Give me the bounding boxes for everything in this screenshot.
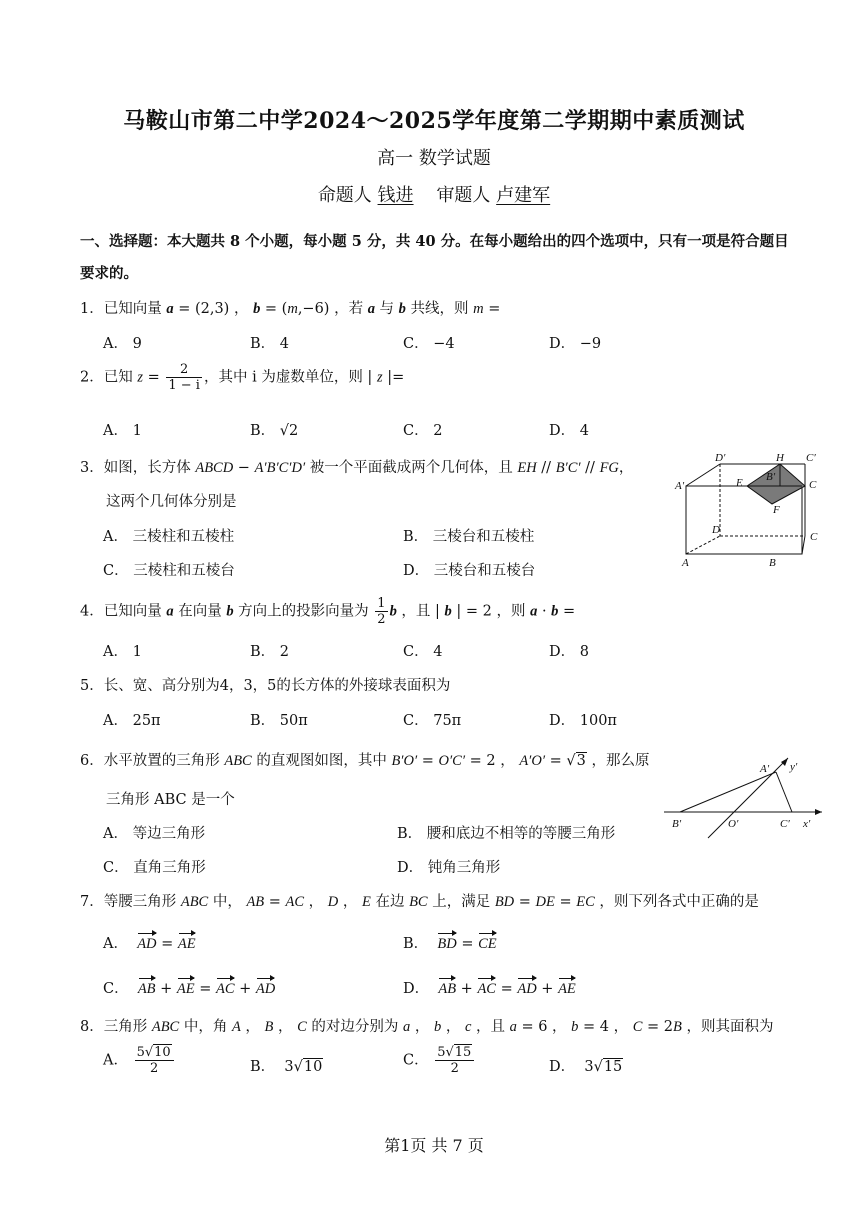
q7-option-d[interactable]: D． AB + AC = AD + AE bbox=[403, 981, 576, 997]
question-2: 2．已知 z = $\frac{2}{1 - i}$ ，其中 i 为虚数单位，则 | z |= bbox=[80, 362, 405, 393]
question-6: 6．水平放置的三角形 ABC 的直观图如图，其中 B′O′ = O′C′ = 2 ， A′O′ = √3 ，那么原 bbox=[80, 753, 650, 769]
q5-option-a[interactable]: A． 25π bbox=[103, 713, 161, 729]
q1-option-b[interactable]: B． 4 bbox=[250, 336, 289, 352]
q6-option-c[interactable]: C． 直角三角形 bbox=[103, 860, 206, 876]
svg-text:C: C bbox=[809, 479, 817, 491]
q8-option-c[interactable]: C． $\frac{5√15}{2}$ bbox=[403, 1045, 476, 1076]
svg-text:E: E bbox=[736, 477, 743, 489]
question-number: 2． bbox=[80, 369, 104, 386]
question-number: 8． bbox=[80, 1019, 104, 1035]
q7-option-c[interactable]: C． AB + AE = AC + AD bbox=[103, 981, 276, 997]
cuboid-figure bbox=[672, 450, 832, 575]
question-3-line-2: 这两个几何体分别是 bbox=[106, 494, 237, 510]
q5-option-d[interactable]: D． 100π bbox=[549, 713, 617, 729]
question-number: 5． bbox=[80, 678, 104, 694]
svg-text:A: A bbox=[682, 557, 689, 569]
reviewer-name: 卢建军 bbox=[496, 185, 551, 206]
question-6-line-2: 三角形 ABC 是一个 bbox=[106, 792, 235, 808]
question-number: 3． bbox=[80, 460, 104, 476]
reviewer-label: 审题人 bbox=[436, 185, 491, 206]
q4-option-b[interactable]: B． 2 bbox=[250, 644, 289, 660]
svg-text:A′: A′ bbox=[760, 763, 770, 775]
q1-option-d[interactable]: D． −9 bbox=[549, 336, 602, 352]
svg-text:B′: B′ bbox=[766, 471, 776, 483]
question-4: 4．已知向量 a 在向量 b 方向上的投影向量为 $\frac{1}{2}$ b ，且 | b | = 2 ，则 a · b = bbox=[80, 596, 576, 627]
svg-text:C′: C′ bbox=[806, 452, 816, 464]
q6-option-d[interactable]: D． 钝角三角形 bbox=[397, 860, 501, 876]
svg-text:A′: A′ bbox=[675, 480, 685, 492]
q2-option-b[interactable]: B． √2 bbox=[250, 423, 299, 439]
q2-option-a[interactable]: A． 1 bbox=[103, 423, 142, 439]
question-1: 1．已知向量 a = (2,3) ， b = (m,−6) ，若 a 与 b 共线，则 m = bbox=[80, 301, 501, 317]
q4-option-d[interactable]: D． 8 bbox=[549, 644, 589, 660]
q8-option-a[interactable]: A． $\frac{5√10}{2}$ bbox=[103, 1045, 176, 1076]
q3-option-d[interactable]: D． 三棱台和五棱台 bbox=[403, 563, 536, 579]
section-heading: 一、选择题：本大题共 8 个小题，每小题 5 分，共 40 分。在每小题给出的四个选项中，只有一项是符合题目要求的。 bbox=[80, 233, 789, 282]
setter-name: 钱进 bbox=[377, 185, 414, 206]
q4-option-a[interactable]: A． 1 bbox=[103, 644, 142, 660]
oblique-triangle-figure bbox=[660, 750, 830, 845]
question-number: 1． bbox=[80, 301, 104, 317]
q8-option-d[interactable]: D． 3√15 bbox=[549, 1059, 623, 1075]
svg-text:D′: D′ bbox=[715, 452, 726, 464]
q2-option-c[interactable]: C． 2 bbox=[403, 423, 443, 439]
q4-option-c[interactable]: C． 4 bbox=[403, 644, 443, 660]
question-number: 6． bbox=[80, 753, 104, 769]
question-7: 7．等腰三角形 ABC 中， AB = AC ， D ， E 在边 BC 上，满足 BD = DE = EC ，则下列各式中正确的是 bbox=[80, 894, 759, 910]
q7-option-b[interactable]: B． BD = CE bbox=[403, 936, 497, 952]
svg-text:x′: x′ bbox=[803, 818, 811, 830]
svg-text:H: H bbox=[776, 452, 784, 464]
page-footer: 第1页 共 7 页 bbox=[384, 1136, 484, 1155]
q3-option-c[interactable]: C． 三棱柱和五棱台 bbox=[103, 563, 235, 579]
page-title: 马鞍山市第二中学2024～2025学年度第二学期期中素质测试 bbox=[123, 108, 745, 134]
question-5 bbox=[80, 674, 450, 695]
svg-text:B: B bbox=[769, 557, 776, 569]
q6-option-b[interactable]: B． 腰和底边不相等的等腰三角形 bbox=[397, 826, 616, 842]
q6-option-a[interactable]: A． 等边三角形 bbox=[103, 826, 206, 842]
q2-option-d[interactable]: D． 4 bbox=[549, 423, 589, 439]
question-number: 4． bbox=[80, 603, 104, 620]
setter-label: 命题人 bbox=[317, 185, 372, 206]
q7-option-a[interactable]: A． AD = AE bbox=[103, 936, 196, 952]
q3-option-b[interactable]: B． 三棱台和五棱柱 bbox=[403, 529, 535, 545]
svg-text:C′: C′ bbox=[780, 818, 790, 830]
q5-option-c[interactable]: C． 75π bbox=[403, 713, 462, 729]
question-3: 3．如图，长方体 ABCD − A′B′C′D′ 被一个平面截成两个几何体，且 EH // B′C′ // FG， bbox=[80, 460, 634, 476]
svg-text:C: C bbox=[810, 531, 818, 543]
q5-option-b[interactable]: B． 50π bbox=[250, 713, 308, 729]
svg-text:D: D bbox=[712, 524, 720, 536]
question-number: 7． bbox=[80, 894, 104, 910]
q3-option-a[interactable]: A． 三棱柱和五棱柱 bbox=[103, 529, 235, 545]
svg-text:y′: y′ bbox=[790, 761, 798, 773]
page-subtitle: 高一 数学试题 bbox=[377, 148, 491, 169]
q1-option-c[interactable]: C． −4 bbox=[403, 336, 455, 352]
q1-option-a[interactable]: A． 9 bbox=[103, 336, 142, 352]
question-8: 8．三角形 ABC 中，角 A ， B ， C 的对边分别为 a ， b ， c ，且 a = 6 ， b = 4 ， C = 2B ，则其面积为 bbox=[80, 1019, 774, 1035]
svg-text:F: F bbox=[773, 504, 780, 516]
q8-option-b[interactable]: B． 3√10 bbox=[250, 1059, 323, 1075]
question-5-text: 长、宽、高分别为4，3，5的长方体的外接球表面积为 bbox=[103, 678, 451, 694]
svg-text:B′: B′ bbox=[672, 818, 682, 830]
svg-text:O′: O′ bbox=[728, 818, 739, 830]
author-line bbox=[0, 181, 868, 207]
